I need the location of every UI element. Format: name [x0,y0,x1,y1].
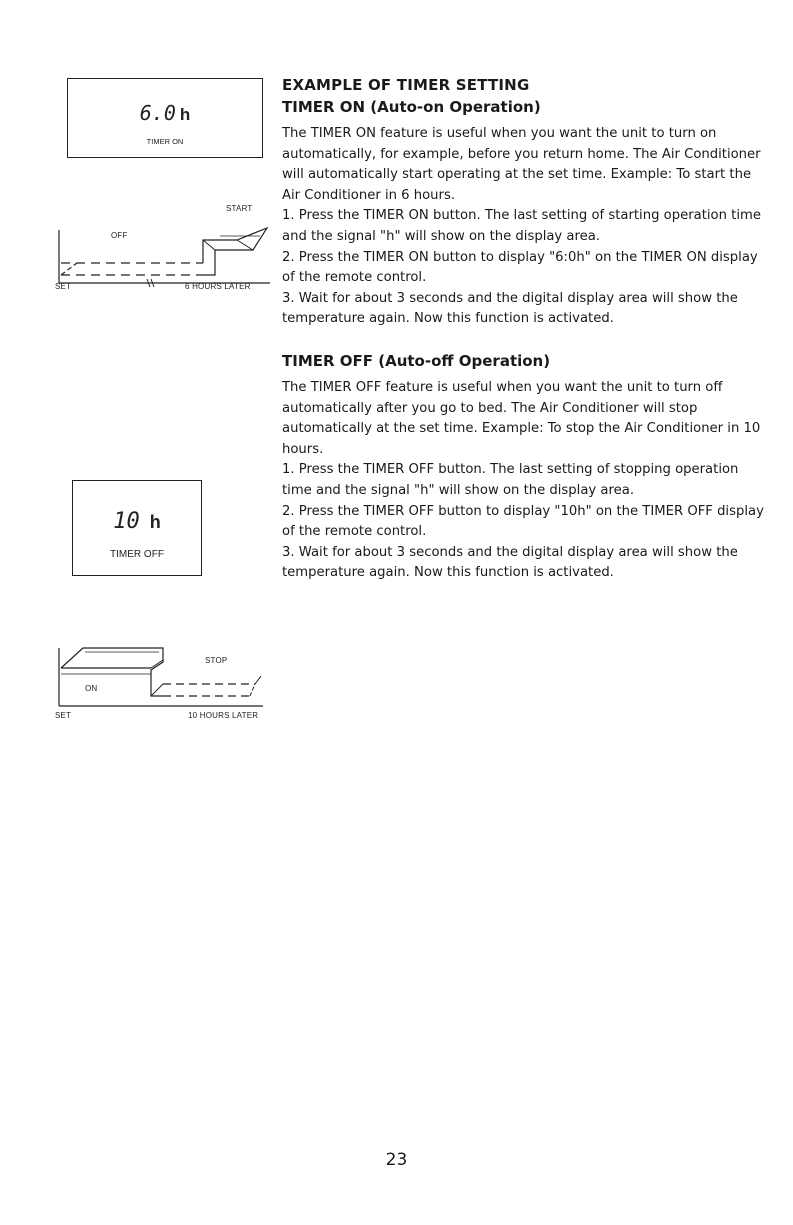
stop-label: STOP [205,656,228,665]
timer-off-step-1: 1. Press the TIMER OFF button. The last setting of stopping operation time and the signal "h" will show on the display area. [282,462,739,498]
timer-on-step-1: 1. Press the TIMER ON button. The last setting of starting operation time and the signal "h" will show on the display area. [282,208,761,244]
page-number: 23 [385,1150,408,1170]
set-label: SET [55,282,72,291]
timer-off-unit: h [149,512,161,532]
timer-off-digits: 10 [113,509,140,534]
timer-off-diagram [55,640,275,720]
timer-on-diagram-graphic [55,200,275,295]
set-label: SET [55,711,72,720]
timer-off-readout [73,509,201,534]
timer-on-unit: h [179,105,191,124]
on-label: ON [85,684,98,693]
timer-on-label: TIMER ON [146,137,184,146]
timer-off-label: TIMER OFF [110,549,164,560]
timer-off-intro: The TIMER OFF feature is useful when you want the unit to turn off automatically after you go to bed. The Air Conditioner will stop automatically at the set time. Example: To stop the Air Conditioner in 10 hours. [282,379,761,457]
timer-on-heading [282,96,772,118]
later-label: 10 HOURS LATER [188,711,259,720]
timer-off-diagram-graphic [55,640,275,720]
timer-on-step-2: 2. Press the TIMER ON button to display "6:0h" on the TIMER ON display of the remote control. [282,249,758,286]
timer-on-digits: 6.0 [139,101,176,125]
timer-on-step-3: 3. Wait for about 3 seconds and the digital display area will show the temperature again. Now this function is activated. [282,290,738,327]
timer-off-heading [282,350,772,372]
timer-off-heading-strong: TIMER OFF [282,351,374,370]
off-label: OFF [111,231,128,240]
instructions [282,74,772,584]
timer-off-step-2: 2. Press the TIMER OFF button to display "10h" on the TIMER OFF display of the remote control. [282,503,764,540]
timer-on-heading-strong: TIMER ON [282,98,366,116]
timer-on-heading-rest: (Auto-on Operation) [365,98,541,116]
timer-off-heading-rest: (Auto-off Operation) [373,351,551,370]
timer-on-readout [68,101,262,125]
start-label: START [226,204,253,213]
timer-off-display [72,480,202,576]
timer-on-intro: The TIMER ON feature is useful when you want the unit to turn on automatically, for example, before you return home. The Air Conditioner will automatically start operating at the set time. Example: To start the Air Conditioner in 6 hours. [282,126,761,203]
timer-on-diagram [55,200,275,295]
page-heading: EXAMPLE OF TIMER SETTING [282,76,530,94]
timer-on-display [67,78,263,158]
timer-off-step-3: 3. Wait for about 3 seconds and the digital display area will show the temperature again. Now this function is activated. [282,544,738,581]
later-label: 6 HOURS LATER [185,282,251,291]
